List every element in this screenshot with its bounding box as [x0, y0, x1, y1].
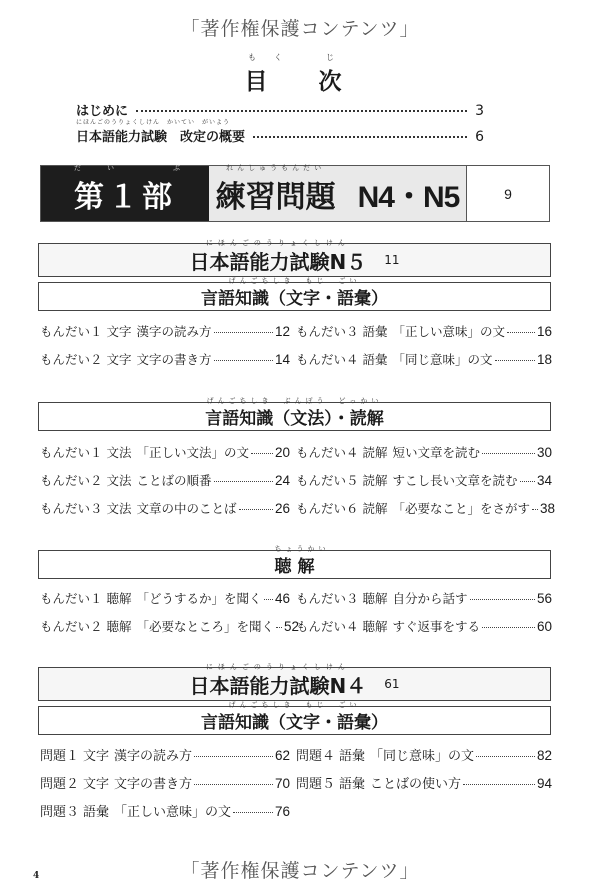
page-number: 30: [536, 445, 552, 460]
category: 文字: [106, 352, 132, 367]
dot-leader: [264, 599, 273, 600]
toc-entry-revision-overview[interactable]: [76, 119, 484, 145]
question-number: もんだい２: [40, 473, 103, 488]
page-number: 46: [274, 591, 290, 606]
toc-entry[interactable]: [296, 471, 552, 489]
part-page: 9: [504, 185, 512, 202]
page-number: 26: [274, 501, 290, 516]
copyright-watermark-top: 「著作権保護コンテンツ」: [180, 18, 420, 40]
dot-leader: [194, 784, 273, 785]
page-number: 14: [274, 352, 290, 367]
toc-entry[interactable]: [296, 350, 552, 368]
page-number: 12: [274, 324, 290, 339]
question-number: もんだい３: [40, 501, 103, 516]
question-number: もんだい２: [40, 352, 103, 367]
dot-leader: [239, 509, 273, 510]
question-number: 問題３: [40, 805, 80, 820]
topic: 「正しい意味」の文: [392, 324, 506, 339]
category: 語彙: [362, 324, 388, 339]
question-number: もんだい４: [296, 619, 359, 634]
part-label-furigana: だい ぶ: [74, 163, 206, 172]
section-title: 言語知識（文法）・読解: [205, 409, 384, 429]
question-number: 問題４: [296, 749, 336, 764]
category: 文法: [106, 473, 132, 488]
dot-leader: [476, 756, 535, 757]
toc-entry[interactable]: [40, 322, 290, 340]
topic: 文字の書き方: [136, 352, 212, 367]
part-label: [41, 163, 209, 221]
section-vocab-n4[interactable]: [38, 701, 551, 735]
page-number: 76: [274, 804, 290, 819]
toc-entry[interactable]: [296, 773, 552, 792]
category: 語彙: [339, 777, 366, 792]
toc-entry[interactable]: [296, 617, 552, 635]
question-number: もんだい４: [296, 352, 359, 367]
category: 聴解: [106, 591, 132, 606]
question-number: もんだい３: [296, 591, 359, 606]
section-furigana: げんごちしき もじ ごい: [228, 701, 361, 709]
toc-entry[interactable]: [40, 443, 290, 461]
category: 語彙: [339, 749, 366, 764]
entry-furigana: にほんごのうりょくしけん かいてい がいよう: [76, 119, 231, 126]
page-number: 38: [540, 501, 556, 516]
section-title: 言語知識（文字・語彙）: [201, 713, 388, 733]
level-n4-header[interactable]: [38, 662, 551, 701]
level-furigana: にほんごのうりょくしけん: [205, 662, 350, 671]
question-number: もんだい１: [40, 445, 103, 460]
category: 読解: [362, 501, 388, 516]
section-listening-n5[interactable]: [38, 545, 551, 579]
topic: 文字の書き方: [114, 777, 193, 792]
dot-leader: [136, 110, 467, 112]
section-furigana: ちょうかい: [274, 545, 330, 553]
topic: ことばの使い方: [370, 777, 462, 792]
page-number-footer: 4: [33, 871, 40, 881]
entry-page: 6: [475, 129, 484, 145]
part-title-furigana: れんしゅうもんだい: [226, 163, 326, 172]
page-number: 16: [536, 324, 552, 339]
topic: 自分から話す: [392, 591, 468, 606]
section-title: 言語知識（文字・語彙）: [201, 289, 388, 309]
toc-entry[interactable]: [40, 745, 290, 764]
dot-leader: [276, 627, 282, 628]
toc-entry[interactable]: [40, 617, 300, 635]
page-number: 20: [274, 445, 290, 460]
dot-leader: [520, 481, 535, 482]
toc-entry[interactable]: [40, 801, 290, 820]
category: 語彙: [83, 805, 110, 820]
dot-leader: [253, 136, 467, 138]
toc-entry[interactable]: [296, 443, 552, 461]
part-1-banner[interactable]: [40, 165, 550, 222]
toc-entry[interactable]: [40, 471, 290, 489]
question-number: 問題５: [296, 777, 336, 792]
question-number: 問題２: [40, 777, 80, 792]
page-number: 94: [536, 776, 552, 791]
topic: すぐ返事をする: [392, 619, 481, 634]
category: 文字: [106, 324, 132, 339]
question-number: もんだい２: [40, 619, 103, 634]
page-number: 60: [536, 619, 552, 634]
dot-leader: [532, 509, 538, 510]
level-page: 61: [384, 677, 400, 691]
dot-leader: [214, 481, 273, 482]
category: 語彙: [362, 352, 388, 367]
topic: 「必要なこと」をさがす: [392, 501, 531, 516]
page-number: 62: [274, 748, 290, 763]
part-label-text: 第１部: [74, 179, 176, 215]
question-number: もんだい６: [296, 501, 359, 516]
level-title: 日本語能力試験N５: [189, 249, 367, 274]
toc-entry[interactable]: [296, 745, 552, 764]
dot-leader: [463, 784, 535, 785]
toc-entry[interactable]: [40, 589, 290, 607]
category: 文字: [83, 777, 110, 792]
entry-label: はじめに: [76, 104, 129, 119]
entry-label: [76, 119, 246, 145]
section-furigana: げんごちしき もじ ごい: [228, 277, 361, 285]
question-number: 問題１: [40, 749, 80, 764]
dot-leader: [482, 453, 535, 454]
toc-entry[interactable]: [40, 350, 290, 368]
category: 聴解: [106, 619, 132, 634]
category: 読解: [362, 445, 388, 460]
topic: 「必要なところ」を聞く: [136, 619, 275, 634]
toc-entry[interactable]: [296, 322, 552, 340]
page-number: 24: [274, 473, 290, 488]
part-levels: N4・N5: [357, 180, 460, 214]
category: 聴解: [362, 619, 388, 634]
page-number: 82: [536, 748, 552, 763]
topic: 漢字の読み方: [114, 749, 193, 764]
copyright-watermark-bottom: 「著作権保護コンテンツ」: [180, 860, 420, 882]
question-number: もんだい３: [296, 324, 359, 339]
section-title: 聴 解: [274, 557, 315, 577]
level-title: 日本語能力試験N４: [189, 673, 367, 698]
topic: 「どうするか」を聞く: [136, 591, 262, 606]
topic: 「正しい文法」の文: [136, 445, 250, 460]
toc-entry[interactable]: [40, 773, 290, 792]
page-number: 52: [284, 619, 300, 634]
section-furigana: げんごちしき ぶんぽう どっかい: [206, 397, 383, 405]
topic: 「同じ意味」の文: [392, 352, 493, 367]
dot-leader: [507, 332, 535, 333]
toc-title-text: 目 次: [244, 69, 356, 95]
topic: 短い文章を読む: [392, 445, 481, 460]
dot-leader: [251, 453, 273, 454]
topic: 漢字の読み方: [136, 324, 212, 339]
toc-entry[interactable]: [40, 499, 290, 517]
category: 文法: [106, 501, 132, 516]
question-number: もんだい１: [40, 324, 103, 339]
topic: 「同じ意味」の文: [370, 749, 475, 764]
toc-title-furigana: もく じ: [248, 53, 352, 62]
page-number: 70: [274, 776, 290, 791]
toc-title: [0, 53, 600, 96]
section-vocab-n5[interactable]: [38, 277, 551, 311]
page-number: 34: [536, 473, 552, 488]
category: 文法: [106, 445, 132, 460]
topic: 文章の中のことば: [136, 501, 237, 516]
level-furigana: にほんごのうりょくしけん: [205, 238, 350, 247]
dot-leader: [482, 627, 535, 628]
question-number: もんだい５: [296, 473, 359, 488]
category: 聴解: [362, 591, 388, 606]
category: 読解: [362, 473, 388, 488]
dot-leader: [214, 360, 273, 361]
level-page: 11: [384, 253, 400, 267]
toc-entry[interactable]: [296, 499, 556, 517]
level-n5-header[interactable]: [38, 238, 551, 277]
page-number: 56: [536, 591, 552, 606]
part-title: [209, 163, 467, 221]
dot-leader: [495, 360, 535, 361]
dot-leader: [470, 599, 535, 600]
question-number: もんだい１: [40, 591, 103, 606]
question-number: もんだい４: [296, 445, 359, 460]
topic: ことばの順番: [136, 473, 212, 488]
dot-leader: [194, 756, 273, 757]
dot-leader: [214, 332, 273, 333]
entry-page: 3: [475, 103, 484, 119]
entry-label-text: 日本語能力試験 改定の概要: [76, 130, 246, 145]
part-title-text: 練習問題: [215, 179, 336, 215]
section-grammar-reading-n5[interactable]: [38, 397, 551, 431]
topic: すこし長い文章を読む: [392, 473, 518, 488]
category: 文字: [83, 749, 110, 764]
page-number: 18: [536, 352, 552, 367]
topic: 「正しい意味」の文: [114, 805, 232, 820]
dot-leader: [233, 812, 273, 813]
toc-entry[interactable]: [296, 589, 552, 607]
